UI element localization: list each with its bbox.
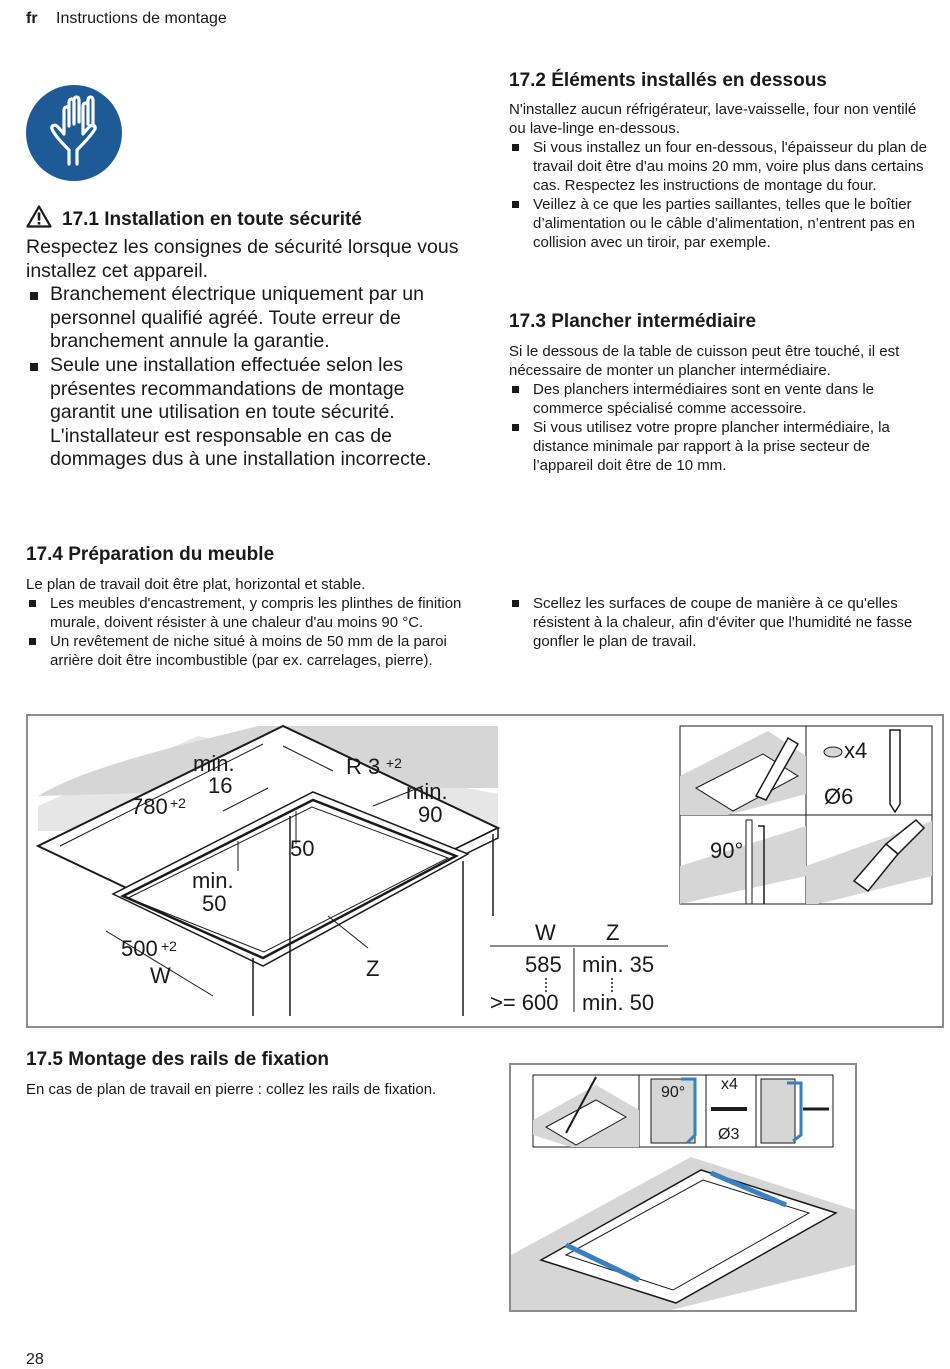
- intro-text: Respectez les consignes de sécurité lorsque vous installez cet appareil.: [26, 236, 459, 282]
- dim-min16-line2: 16: [208, 773, 233, 798]
- body-text: En cas de plan de travail en pierre : collez les rails de fixation.: [26, 1081, 437, 1098]
- dim-min50-line2: 50: [202, 891, 227, 916]
- list-item: Si vous installez un four en-dessous, l'épaisseur du plan de travail doit être d'au moins 20 mm, voire plus dans certains cas. Respectez les instructions de montage du four.: [509, 138, 934, 195]
- rails-drawing: [511, 1065, 855, 1310]
- section-17-4-right: [509, 594, 934, 651]
- rail-angle: 90°: [661, 1084, 686, 1101]
- cutout-drawing: [28, 716, 942, 1026]
- dim-min50-line1: min.: [192, 868, 234, 893]
- list-item: Si vous utilisez votre propre plancher intermédiaire, la distance minimale par rapport à la prise secteur de l’appareil doit être de 10 mm.: [509, 418, 934, 475]
- angle-label: 90°: [710, 838, 744, 863]
- section-17-2: [509, 70, 934, 252]
- list-item: Des planchers intermédiaires sont en vente dans le commerce spécialisé comme accessoire.: [509, 380, 934, 418]
- section-body: [26, 1080, 466, 1099]
- dim-min90-line1: min.: [406, 779, 448, 804]
- intro-text: Si le dessous de la table de cuisson peut être touché, il est nécessaire de monter un plancher intermédiaire.: [509, 343, 900, 379]
- section-17-4: [26, 544, 466, 670]
- tool-count: x4: [844, 738, 868, 763]
- dim-z: Z: [366, 956, 380, 981]
- header-title: Instructions de montage: [56, 10, 227, 27]
- list-item: Scellez les surfaces de coupe de manière à ce qu'elles résistent à la chaleur, afin d'éviter que l'humidité ne fasse gonfler le plan de travail.: [509, 594, 934, 651]
- list-item: Seule une installation effectuée selon les présentes recommandations de montage garantit une utilisation en toute sécurité. L'installateur est responsable en cas de dommages dus à une installation incorrecte.: [26, 354, 466, 472]
- dim-780-tolerance: +2: [170, 795, 186, 811]
- section-title: 17.4 Préparation du meuble: [26, 544, 275, 565]
- dim-min90-line2: 90: [418, 802, 443, 827]
- table-row1-z: min. 35: [582, 952, 655, 977]
- section-title-text: 17.1 Installation en toute sécurité: [62, 209, 362, 230]
- w-z-table: [490, 920, 668, 1015]
- section-17-3: [509, 311, 934, 475]
- list-item: Un revêtement de niche situé à moins de 50 mm de la paroi arrière doit être incombustible (par ex. carrelages, pierre).: [26, 632, 466, 670]
- intro-text: Le plan de travail doit être plat, horizontal et stable.: [26, 576, 366, 593]
- list-item: Les meubles d'encastrement, y compris les plinthes de finition murale, doivent résister à une chaleur d'au moins 90 °C.: [26, 594, 466, 632]
- section-title: [26, 205, 466, 231]
- fixing-rails-diagram: [509, 1063, 857, 1312]
- list-item: Branchement électrique uniquement par un personnel qualifié agréé. Toute erreur de branchement annule la garantie.: [26, 283, 466, 354]
- dim-w: W: [150, 963, 171, 988]
- dim-radius: R 3: [346, 754, 381, 779]
- dim-780: 780: [131, 794, 168, 819]
- table-row2-z: min. 50: [582, 990, 655, 1015]
- table-row2-w: >= 600: [490, 990, 559, 1015]
- dim-500: 500: [121, 936, 158, 961]
- section-title: 17.3 Plancher intermédiaire: [509, 311, 757, 332]
- table-header-w: W: [535, 920, 556, 945]
- section-title: 17.5 Montage des rails de fixation: [26, 1049, 330, 1070]
- dim-500-tolerance: +2: [161, 938, 177, 954]
- screw-count: x4: [721, 1076, 738, 1093]
- intro-text: N'installez aucun réfrigérateur, lave-vaisselle, four non ventilé ou lave-linge en-dessous.: [509, 101, 917, 137]
- section-title: 17.2 Éléments installés en dessous: [509, 70, 827, 91]
- protective-gloves-icon: [25, 84, 123, 182]
- section-body: [509, 100, 934, 252]
- warning-icon: [26, 205, 52, 228]
- dim-min16-line1: min.: [193, 751, 235, 776]
- dim-radius-tolerance: +2: [386, 755, 402, 771]
- cutout-dimensions-diagram: [26, 714, 944, 1028]
- page-number: 28: [26, 1351, 44, 1368]
- page-header: [26, 10, 227, 28]
- language-code: fr: [26, 10, 38, 27]
- screw-diameter: Ø3: [718, 1126, 740, 1143]
- list-item: Veillez à ce que les parties saillantes, telles que le boîtier d’alimentation ou le câble d’alimentation, n’entrent pas en collision avec un tiroir, par exemple.: [509, 195, 934, 252]
- table-header-z: Z: [606, 920, 620, 945]
- table-row1-w: 585: [525, 952, 562, 977]
- section-body: [509, 342, 934, 475]
- section-body: [26, 575, 466, 670]
- tool-panels: [680, 726, 932, 904]
- dim-50-depth: 50: [290, 836, 315, 861]
- section-17-5: [26, 1049, 466, 1099]
- section-body: [26, 236, 466, 472]
- drill-diameter: Ø6: [824, 784, 854, 809]
- section-17-1: [26, 205, 466, 472]
